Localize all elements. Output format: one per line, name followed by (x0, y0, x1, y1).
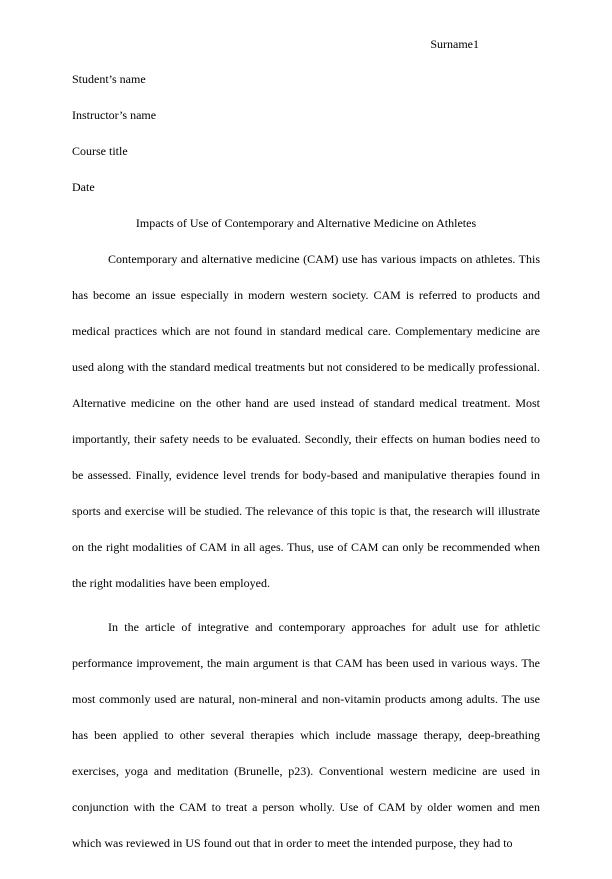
paragraph-2: In the article of integrative and contemporary approaches for adult use for athletic performance improvement, the main argument is that CAM has been used in various ways. The most commonly used are natural, non-mineral and non-vitamin products among adults. The use has been applied to other several therapies which include massage therapy, deep-breathing exercises, yoga and meditation (Brunelle, p23). Conventional western medicine are used in conjunction with the CAM to treat a person wholly. Use of CAM by older women and men which was reviewed in US found out that in order to meet the intended purpose, they had to (72, 620, 540, 850)
student-name: Student’s name (72, 72, 146, 86)
instructor-name: Instructor’s name (72, 108, 157, 122)
running-head: Surname1 (430, 37, 479, 51)
paragraph-1: Contemporary and alternative medicine (CAM) use has various impacts on athletes. This has become an issue especially in modern western society. CAM is referred to products and medical practices which are not found in standard medical care. Complementary medicine are used along with the standard medical treatments but not considered to be medically professional. Alternative medicine on the other hand are used instead of standard medical treatment. Most importantly, their safety needs to be evaluated. Secondly, their effects on human bodies need to be assessed. Finally, evidence level trends for body-based and manipulative therapies found in sports and exercise will be studied. The relevance of this topic is that, the research will illustrate on the right modalities of CAM in all ages. Thus, use of CAM can only be recommended when the right modalities have been employed. (72, 252, 540, 590)
paper-title: Impacts of Use of Contemporary and Alternative Medicine on Athletes (135, 216, 477, 230)
course-title: Course title (72, 144, 128, 158)
document-body (72, 71, 540, 879)
date: Date (72, 180, 95, 194)
